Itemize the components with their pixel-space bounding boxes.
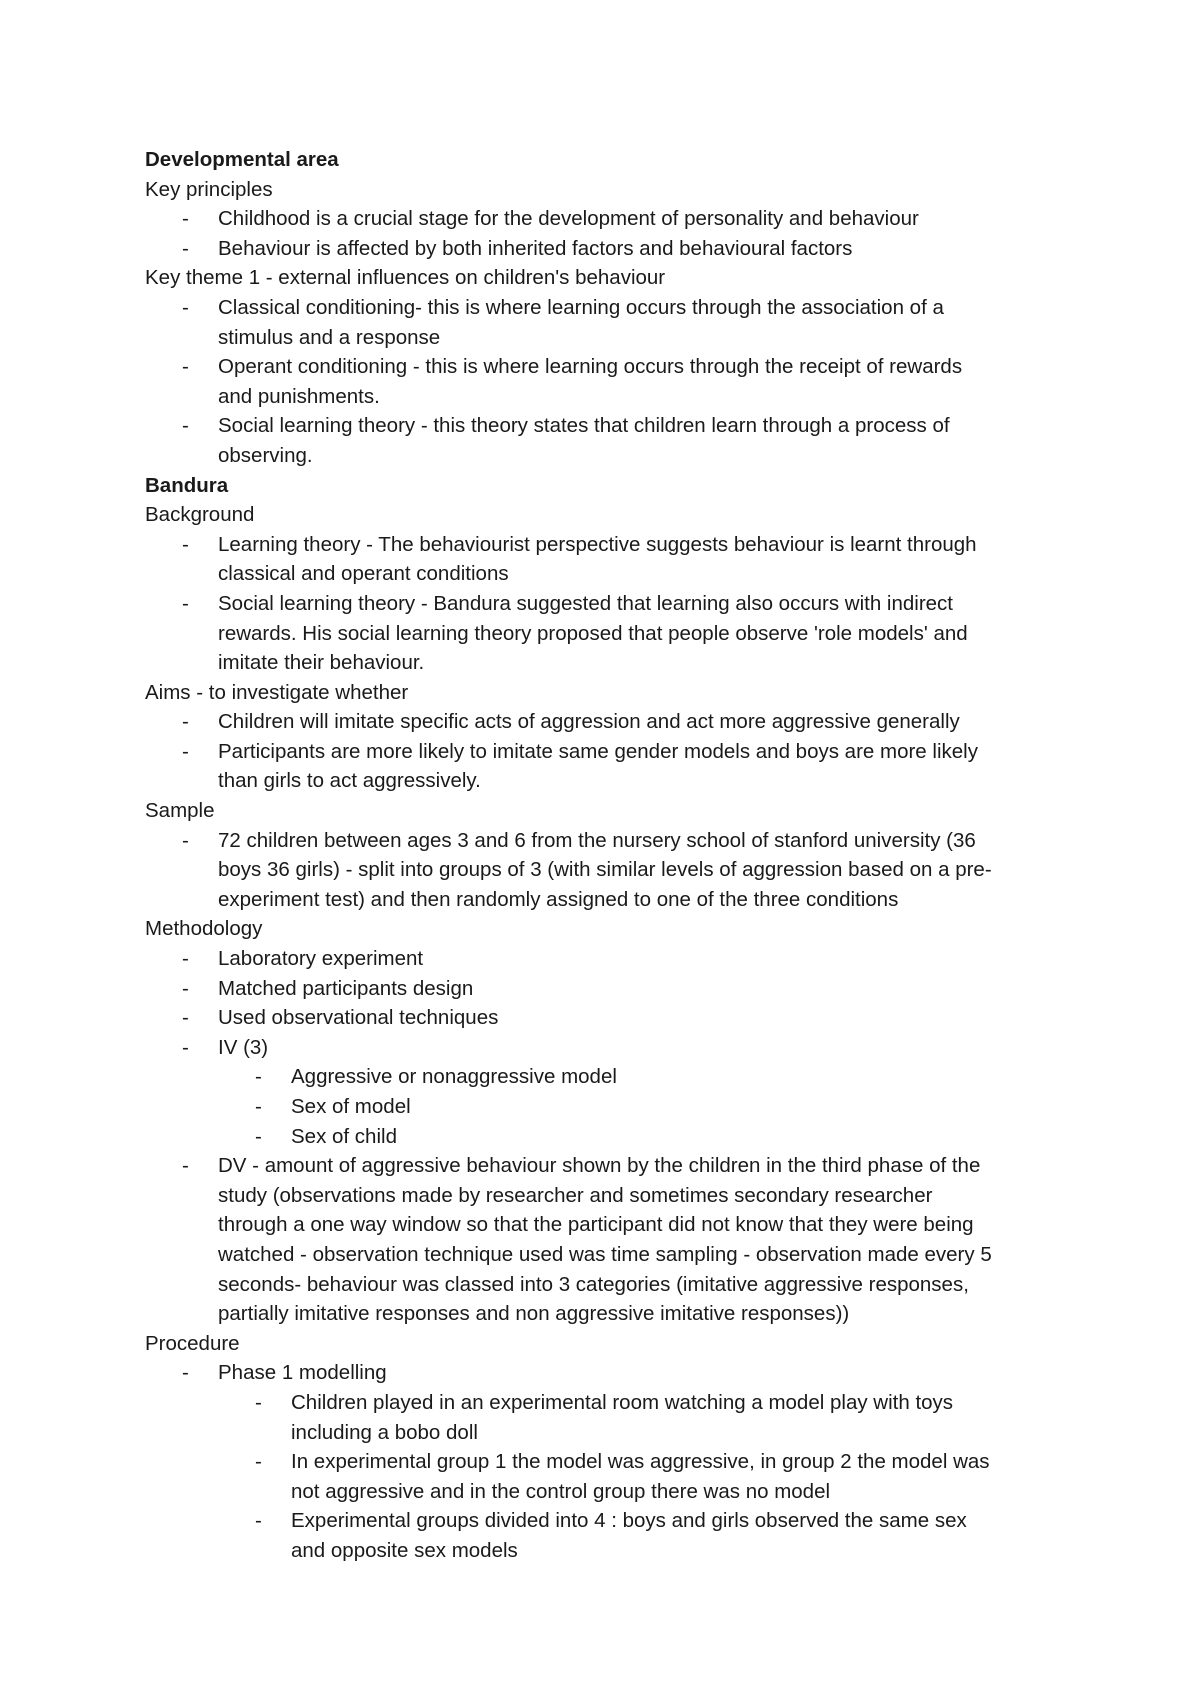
- list-item-text: Phase 1 modelling: [218, 1361, 387, 1385]
- list-item: [145, 1358, 1065, 1388]
- list-item: [145, 737, 1065, 796]
- list-item-text: IV (3): [218, 1035, 269, 1059]
- list-item-text-line: Classical conditioning- this is where learning occurs through the association of a: [218, 295, 944, 319]
- bullet-dash: -: [182, 532, 189, 556]
- list-item: [145, 944, 1065, 974]
- list-item-text-line: observing.: [218, 443, 313, 467]
- sub-list-item-text-line: and opposite sex models: [291, 1538, 518, 1562]
- list-item-text-line: than girls to act aggressively.: [218, 769, 481, 793]
- bullet-dash: -: [182, 591, 189, 615]
- list-item: [145, 1003, 1065, 1033]
- sample-label: Sample: [145, 799, 215, 823]
- bandura-heading: Bandura: [145, 473, 229, 497]
- bullet-dash: -: [182, 1006, 189, 1030]
- bullet-dash: -: [182, 1154, 189, 1178]
- sub-list-item-text: Aggressive or nonaggressive model: [291, 1065, 617, 1089]
- list-item-text: Behaviour is affected by both inherited factors and behavioural factors: [218, 236, 853, 260]
- list-item-text: Laboratory experiment: [218, 947, 424, 971]
- list-item-text-line: imitate their behaviour.: [218, 651, 425, 675]
- list-item-text-line: experiment test) and then randomly assigned to one of the three conditions: [218, 887, 899, 911]
- list-item: [145, 411, 1065, 470]
- list-item-text: Matched participants design: [218, 976, 474, 1000]
- bullet-dash: -: [255, 1450, 262, 1474]
- list-item-text-line: Participants are more likely to imitate same gender models and boys are more likely: [218, 739, 978, 763]
- sub-list-item-text-line: including a bobo doll: [291, 1420, 478, 1444]
- methodology-label: Methodology: [145, 917, 263, 941]
- list-item-text-line: Operant conditioning - this is where learning occurs through the receipt of rewards: [218, 355, 963, 379]
- list-item-text-line: seconds- behaviour was classed into 3 categories (imitative aggressive responses,: [218, 1272, 969, 1296]
- bullet-dash: -: [255, 1124, 262, 1148]
- background-label: Background: [145, 503, 255, 527]
- sub-list-item-text-line: not aggressive and in the control group there was no model: [291, 1479, 831, 1503]
- list-item: [145, 589, 1065, 678]
- list-item-text-line: DV - amount of aggressive behaviour shown by the children in the third phase of the: [218, 1154, 981, 1178]
- list-item-text-line: partially imitative responses and non aggressive imitative responses)): [218, 1302, 850, 1326]
- bullet-dash: -: [182, 207, 189, 231]
- list-item-text-line: through a one way window so that the participant did not know that they were being: [218, 1213, 974, 1237]
- bullet-dash: -: [182, 295, 189, 319]
- bullet-dash: -: [182, 1361, 189, 1385]
- list-item-text-line: stimulus and a response: [218, 325, 441, 349]
- sub-list-item: [145, 1092, 1065, 1122]
- list-item-text-line: Children will imitate specific acts of aggression and act more aggressive generally: [218, 710, 960, 734]
- list-item-text-line: Social learning theory - Bandura suggested that learning also occurs with indirect: [218, 591, 953, 615]
- bullet-dash: -: [182, 1035, 189, 1059]
- list-item: [145, 707, 1065, 737]
- list-item-text-line: and punishments.: [218, 384, 380, 408]
- list-item-text-line: Social learning theory - this theory states that children learn through a process of: [218, 414, 950, 438]
- sub-list-item-text: Sex of model: [291, 1095, 411, 1118]
- list-item: [145, 204, 1065, 234]
- sub-list-item-text: Sex of child: [291, 1124, 397, 1148]
- sub-list-item: [145, 1506, 1065, 1565]
- bullet-dash: -: [182, 355, 189, 379]
- aims-label: Aims - to investigate whether: [145, 680, 409, 704]
- document-page: [145, 145, 1065, 1566]
- bullet-dash: -: [182, 947, 189, 971]
- list-item-text-line: Learning theory - The behaviourist perspective suggests behaviour is learnt through: [218, 532, 977, 556]
- list-item-text-line: boys 36 girls) - split into groups of 3 (with similar levels of aggression based on a pre-: [218, 858, 992, 882]
- key-theme-label: Key theme 1 - external influences on children's behaviour: [145, 266, 666, 290]
- sub-list-item: [145, 1122, 1065, 1152]
- list-item-text-line: classical and operant conditions: [218, 562, 509, 586]
- list-item-text-line: rewards. His social learning theory proposed that people observe 'role models' and: [218, 621, 968, 645]
- sub-list-item-text-line: Experimental groups divided into 4 : boys and girls observed the same sex: [291, 1509, 967, 1533]
- bullet-dash: -: [255, 1065, 262, 1089]
- list-item-text-line: 72 children between ages 3 and 6 from the nursery school of stanford university (36: [218, 828, 976, 852]
- bullet-dash: -: [255, 1509, 262, 1533]
- list-item: [145, 1151, 1065, 1329]
- list-item: [145, 530, 1065, 589]
- list-item: [145, 352, 1065, 411]
- list-item-text: Used observational techniques: [218, 1006, 499, 1030]
- bullet-dash: -: [182, 976, 189, 1000]
- bullet-dash: -: [255, 1390, 262, 1414]
- bullet-dash: -: [255, 1095, 262, 1118]
- list-item-text: Childhood is a crucial stage for the development of personality and behaviour: [218, 207, 919, 231]
- sub-list-item: [145, 1062, 1065, 1092]
- procedure-label: Procedure: [145, 1331, 240, 1355]
- bullet-dash: -: [182, 236, 189, 260]
- bullet-dash: -: [182, 414, 189, 438]
- list-item: [145, 826, 1065, 915]
- sub-list-item-text-line: Children played in an experimental room watching a model play with toys: [291, 1390, 954, 1414]
- list-item-text-line: study (observations made by researcher and sometimes secondary researcher: [218, 1183, 933, 1207]
- sub-list-item-text-line: In experimental group 1 the model was aggressive, in group 2 the model was: [291, 1450, 990, 1474]
- list-item: [145, 974, 1065, 1004]
- list-item: [145, 1033, 1065, 1063]
- list-item: [145, 234, 1065, 264]
- developmental-area-heading: Developmental area: [145, 148, 339, 171]
- bullet-dash: -: [182, 710, 189, 734]
- sub-list-item: [145, 1388, 1065, 1447]
- key-principles-label: Key principles: [145, 177, 273, 201]
- bullet-dash: -: [182, 828, 189, 852]
- list-item-text-line: watched - observation technique used was time sampling - observation made every 5: [218, 1242, 992, 1266]
- sub-list-item: [145, 1447, 1065, 1506]
- bullet-dash: -: [182, 739, 189, 763]
- list-item: [145, 293, 1065, 352]
